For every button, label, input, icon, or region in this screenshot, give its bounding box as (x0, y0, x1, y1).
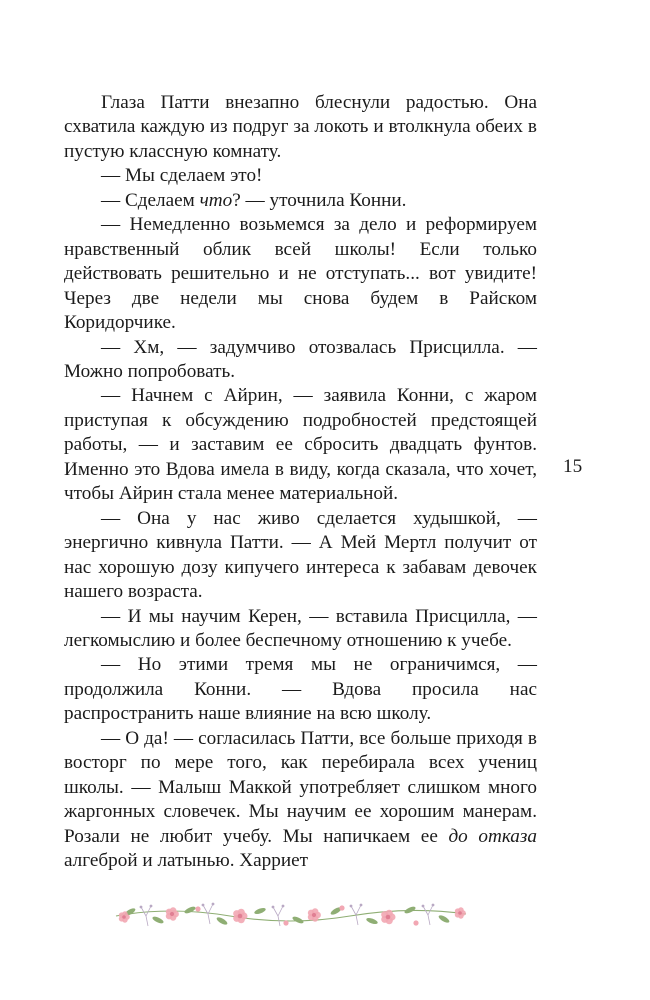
text-run: — Немедленно возьмемся за дело и реформируем нравственный облик всей школы! Если только действовать решительно и не отступать... вот увидите! Через две недели мы снова будем в Райском Коридорчике. (64, 214, 537, 334)
page-number: 15 (563, 456, 583, 477)
paragraph (64, 189, 537, 213)
flower-center (312, 913, 316, 917)
flower-bud (413, 920, 418, 925)
sprig-bud (282, 905, 285, 908)
text-run: — Хм, — задумчиво отозвалась Присцилла. — Можно попробовать. (64, 336, 537, 382)
sprig-bud (212, 903, 215, 906)
text-run: — Она у нас живо сделается худышкой, — энергично кивнула Патти. — А Мей Мертл получит от нас хорошую дозу кипучего интереса к забавам девочек нашего возраста. (64, 507, 537, 603)
flower-center (458, 911, 462, 915)
sprig (423, 905, 433, 925)
sprig-bud (272, 906, 275, 909)
flower-bud (339, 905, 344, 910)
paragraph (64, 384, 537, 506)
flower-center (170, 912, 174, 916)
flower-center (386, 915, 391, 920)
paragraph (64, 336, 537, 385)
paragraph (64, 164, 537, 188)
sprig (203, 904, 213, 924)
text-run: ? — уточнила Конни. (232, 189, 407, 211)
text-run: — О да! — согласилась Патти, все больше приходя в восторг по мере того, как перебирала всех учениц школы. — Малыш Маккой употребляет слишком много жаргонных словечек. Мы научим ее хорошим манерам. Розали не любит учебу. Мы напичкаем ее (64, 727, 537, 847)
flower-center (238, 914, 243, 919)
leaf (292, 915, 305, 924)
sprig-bud (202, 904, 205, 907)
italic-text: что (199, 189, 233, 211)
body-text (64, 91, 537, 874)
floral-garland-icon (110, 896, 472, 936)
sprig-bud (360, 904, 363, 907)
paragraph (64, 213, 537, 335)
text-run: — Начнем с Айрин, — заявила Конни, с жаром приступая к обсуждению подробностей предстоящей работы, — и заставим ее сбросить двадцать фунтов. Именно это Вдова имела в виду, когда сказала, что хочет, чтобы Айрин стала менее материальной. (64, 385, 537, 505)
paragraph (64, 605, 537, 654)
paragraph (64, 727, 537, 874)
sprig (141, 906, 151, 926)
leaf (254, 907, 267, 916)
sprig-bud (140, 906, 143, 909)
text-run: — Мы сделаем это! (101, 165, 263, 187)
leaf (184, 905, 197, 914)
text-run: — И мы научим Керен, — вставила Присцилла, — легкомыслию и более беспечному отношению к учебе. (64, 605, 537, 651)
leaf (152, 915, 165, 924)
text-run: — Но этими тремя мы не ограничимся, — продолжила Конни. — Вдова просила нас распространить наше влияние на всю школу. (64, 654, 537, 725)
paragraph (64, 91, 537, 164)
flower-bud (195, 906, 200, 911)
text-run: — Сделаем (101, 189, 200, 211)
sprig-bud (150, 905, 153, 908)
leaf (216, 916, 229, 926)
leaf (366, 917, 379, 926)
sprig (273, 906, 283, 926)
paragraph (64, 507, 537, 605)
sprig-bud (432, 904, 435, 907)
paragraph (64, 653, 537, 726)
sprig-bud (422, 905, 425, 908)
italic-text: до отказа (448, 825, 537, 847)
flower-center (122, 915, 126, 919)
flower-bud (283, 920, 288, 925)
leaf (438, 914, 451, 924)
text-run: алгеброй и латынью. Харриет (64, 850, 309, 872)
sprig-bud (350, 905, 353, 908)
text-run: Глаза Патти внезапно блеснули радостью. Она схватила каждую из подруг за локоть и втолкнула обеих в пустую классную комнату. (64, 92, 537, 162)
